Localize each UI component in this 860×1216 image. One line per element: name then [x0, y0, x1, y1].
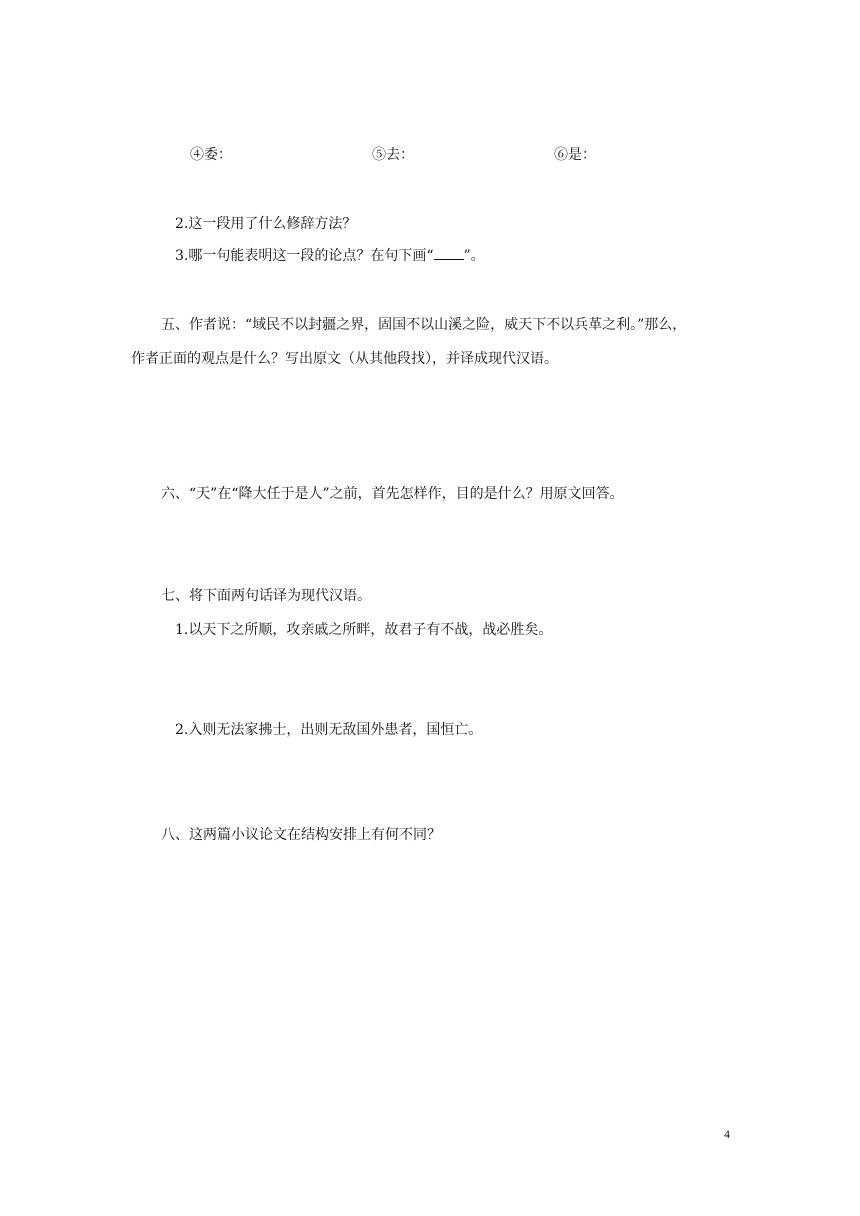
question-seven-sentence-1: 1.以天下之所顺，攻亲戚之所畔，故君子有不战，战必胜矣。 — [175, 622, 553, 638]
question-five-line1: 五、作者说：“域民不以封疆之界，固国不以山溪之险，威天下不以兵革之利。”那么， — [161, 317, 687, 333]
answer-blank — [434, 247, 464, 260]
question-five-line2: 作者正面的观点是什么？写出原文（从其他段找），并译成现代汉语。 — [131, 351, 558, 367]
page-number: 4 — [724, 1127, 730, 1141]
question-eight: 八、这两篇小议论文在结构安排上有何不同？ — [161, 827, 441, 843]
question-2: 2.这一段用了什么修辞方法？ — [175, 216, 357, 232]
question-seven-sentence-2: 2.入则无法家拂士，出则无敌国外患者，国恒亡。 — [175, 722, 483, 738]
question-seven-title: 七、将下面两句话译为现代汉语。 — [161, 588, 371, 604]
question-3-text-before: 3.哪一句能表明这一段的论点？在句下画“ — [175, 248, 434, 264]
item-5: ⑤去： — [372, 147, 414, 163]
question-3 — [175, 247, 485, 265]
item-6: ⑥是： — [554, 147, 596, 163]
item-4: ④委： — [190, 147, 232, 163]
question-six: 六、“天”在“降大任于是人”之前，首先怎样作，目的是什么？用原文回答。 — [161, 486, 624, 502]
question-3-text-after: ”。 — [463, 248, 485, 264]
